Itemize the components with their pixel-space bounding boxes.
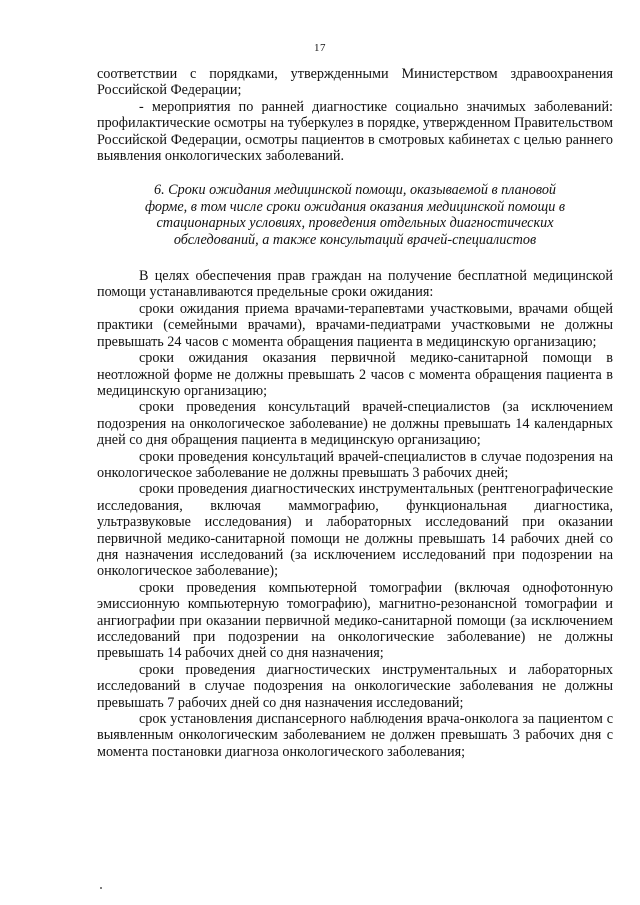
document-body: [97, 66, 613, 760]
section-heading: 6. Сроки ожидания медицинской помощи, оказываемой в плановой форме, в том числе сроки ожидания оказания медицинской помощи в стационарных условиях, проведения отдельных диагностических обследований, а также консультаций врачей-специалистов: [144, 182, 566, 248]
paragraph-continuation: соответствии с порядками, утвержденными Министерством здравоохранения Российской Федерации;: [97, 66, 613, 99]
paragraph-oncology-diagnostics: сроки проведения диагностических инструментальных и лабораторных исследований в случае подозрения на онкологические заболевания не должны превышать 7 рабочих дней со дня назначения исследований;: [97, 661, 613, 711]
paragraph-oncologist-observation: срок установления диспансерного наблюдения врача-онколога за пациентом с выявленным онкологическим заболеванием не должен превышать 3 рабочих дня с момента постановки диагноза онкологического заболевания;: [97, 711, 613, 760]
paragraph-tomography: сроки проведения компьютерной томографии (включая однофотонную эмиссионную компьютерную томографию), магнитно-резонансной томографии и ангиографии при оказании первичной медико-санитарной помощи (за исключением исследований при подозрении на онкологические заболевание) не должны превышать 14 рабочих дней со дня назначения;: [97, 579, 613, 662]
paragraph-intro: В целях обеспечения прав граждан на получение бесплатной медицинской помощи устанавливаются предельные сроки ожидания:: [97, 268, 613, 301]
scan-speck: [100, 887, 102, 889]
page-number: 17: [314, 42, 326, 54]
paragraph-specialist-consult: сроки проведения консультаций врачей-специалистов (за исключением подозрения на онкологическое заболевание) не должны превышать 14 календарных дней со дня обращения пациента в медицинскую организацию;: [97, 399, 613, 449]
paragraph-early-diagnostics: - мероприятия по ранней диагностике социально значимых заболеваний: профилактические осмотры на туберкулез в порядке, утвержденном Правительством Российской Федерации, осмотры пациентов в смотровых кабинетах с целью раннего выявления онкологических заболеваний.: [97, 98, 613, 165]
paragraph-oncology-consult: сроки проведения консультаций врачей-специалистов в случае подозрения на онкологическое заболевание не должны превышать 3 рабочих дней;: [97, 448, 613, 481]
paragraph-diagnostics: сроки проведения диагностических инструментальных (рентгенографические исследования, включая маммографию, функциональная диагностика, ультразвуковые исследования) и лабораторных исследований при оказании первичной медико-санитарной помощи не должны превышать 14 рабочих дней со дня назначения исследований (за исключением исследований при подозрении на онкологическое заболевание);: [97, 481, 613, 580]
paragraph-therapist-wait: сроки ожидания приема врачами-терапевтами участковыми, врачами общей практики (семейными врачами), врачами-педиатрами участковыми не должны превышать 24 часов с момента обращения пациента в медицинскую организацию;: [97, 300, 613, 350]
paragraph-urgent-care-wait: сроки ожидания оказания первичной медико-санитарной помощи в неотложной форме не должны превышать 2 часов с момента обращения пациента в медицинскую организацию;: [97, 350, 613, 399]
